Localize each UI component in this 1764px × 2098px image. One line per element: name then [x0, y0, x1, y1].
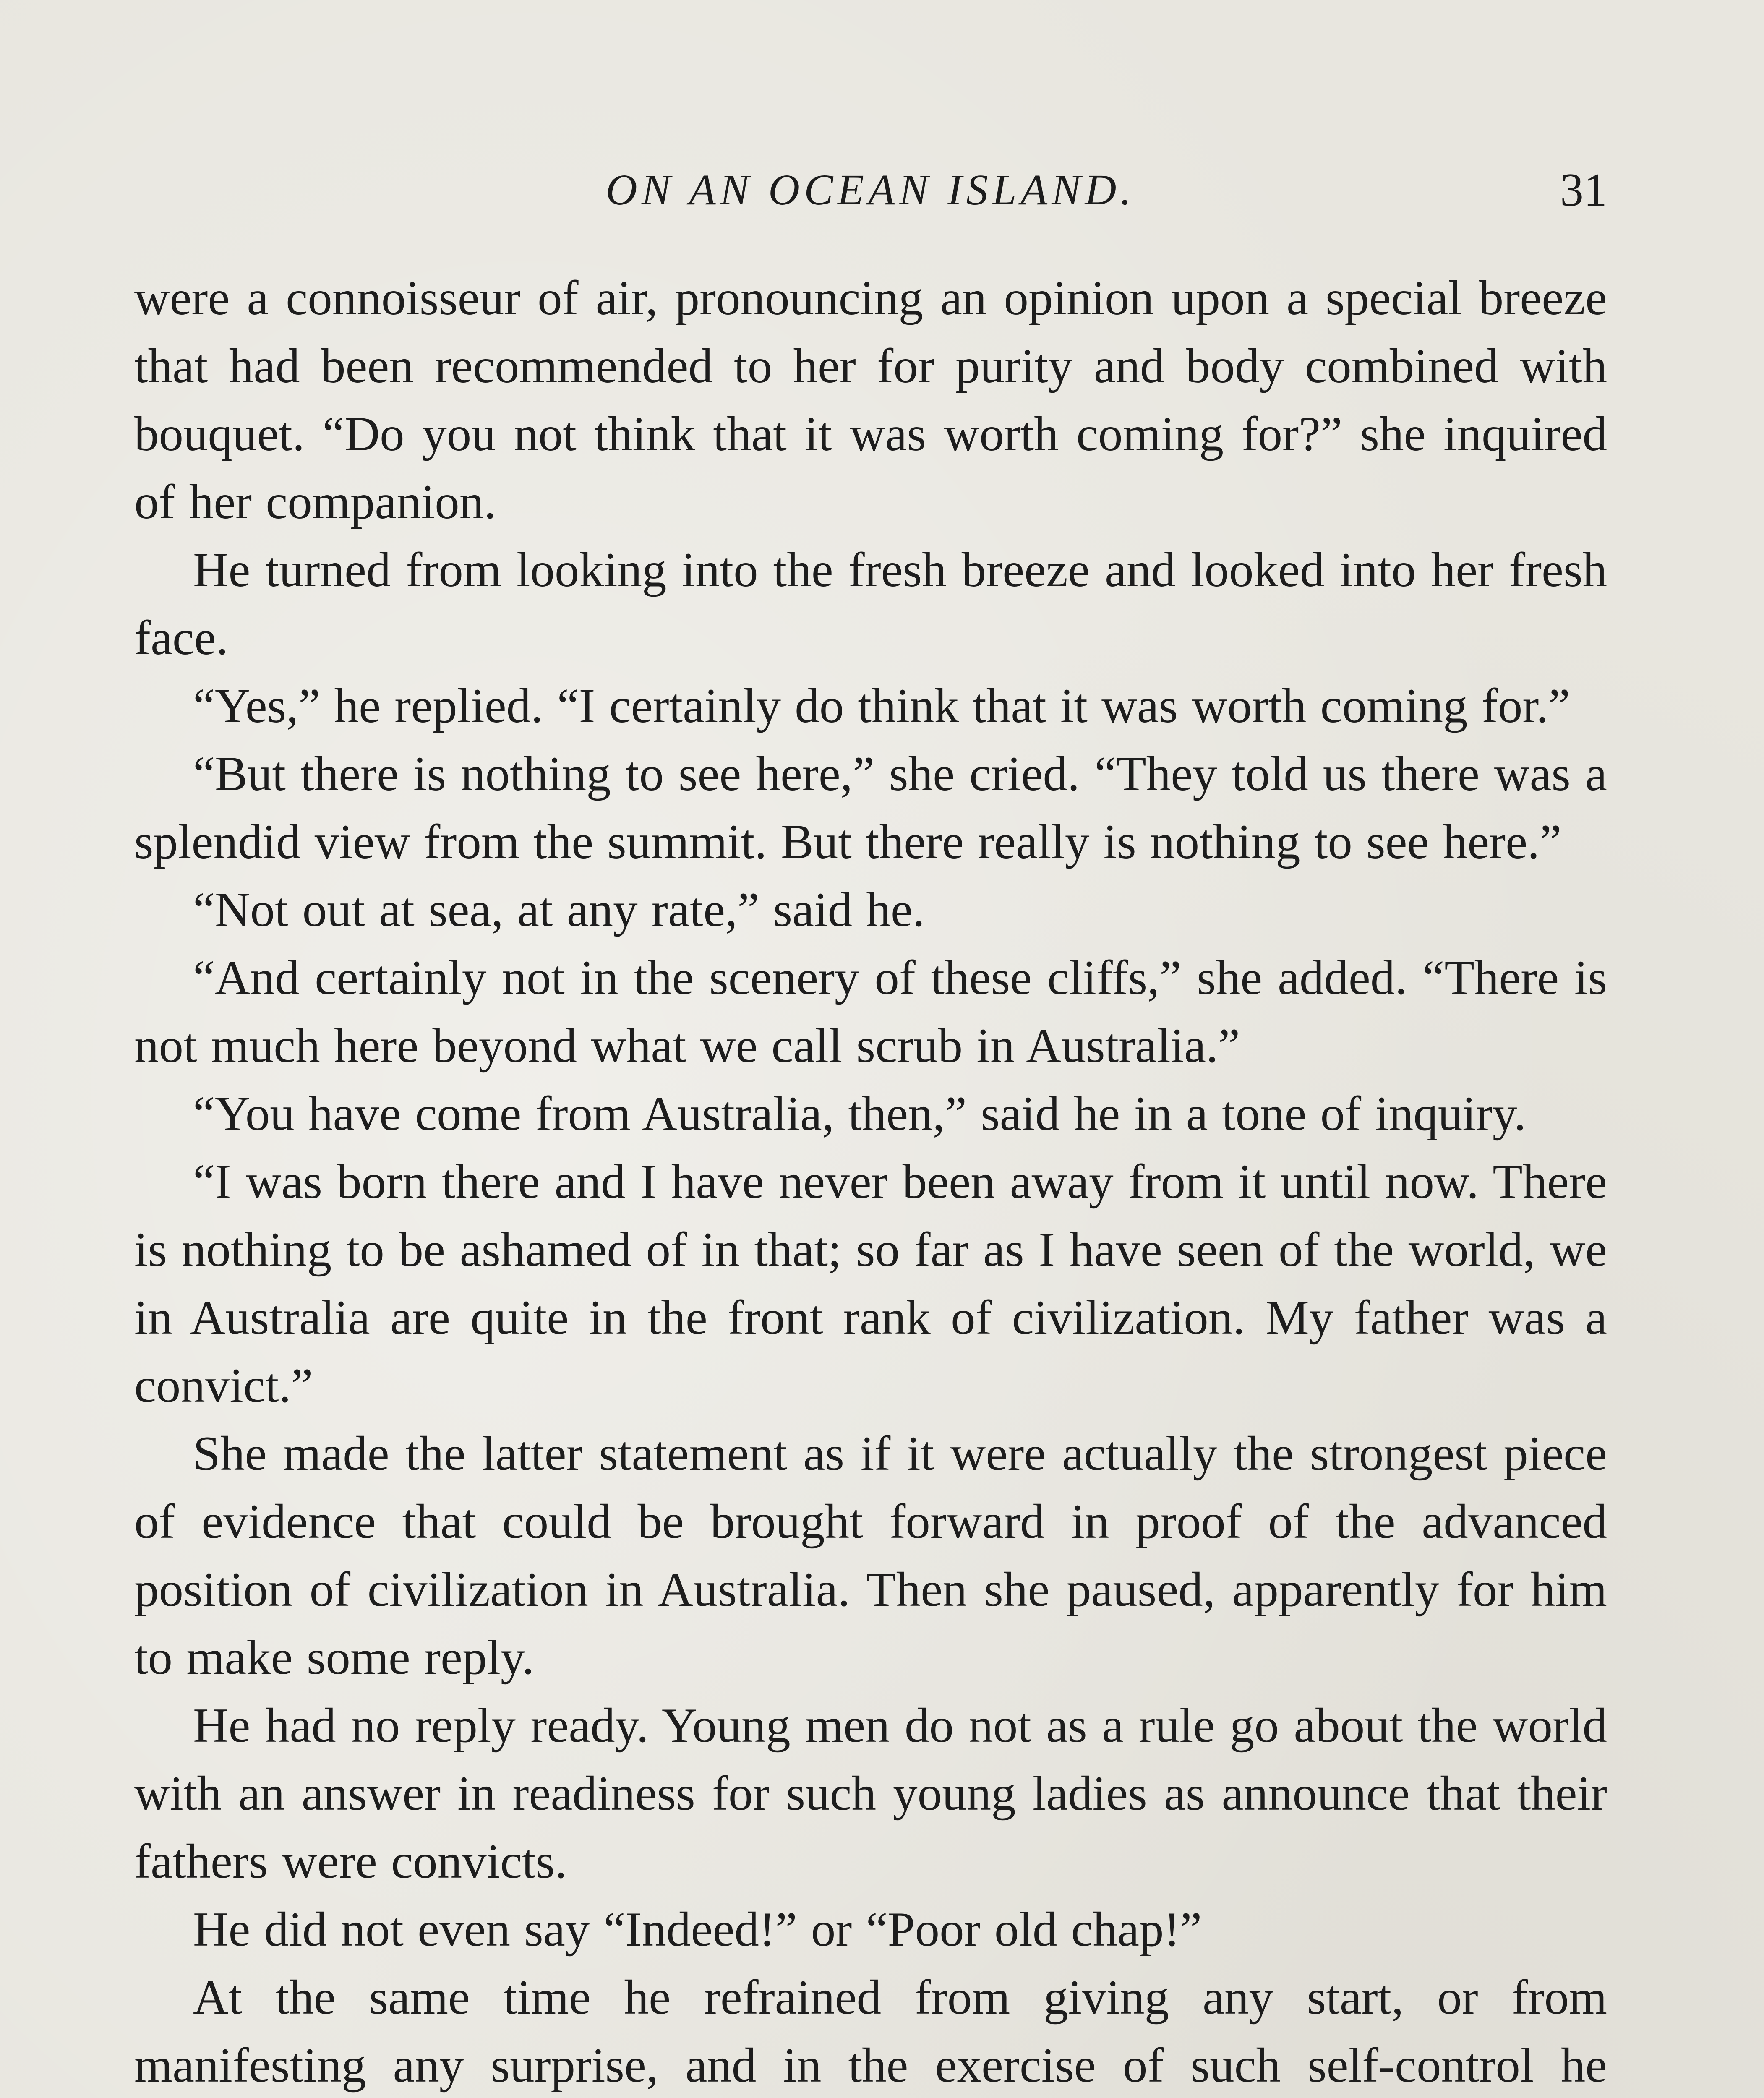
paragraph: “I was born there and I have never been away from it until now. There is nothing to be ashamed of in that; so far as I have seen of the world, we in Australia are quite in the front rank of civilization. My father was a convict.”	[134, 1155, 1607, 1413]
paragraph: “But there is nothing to see here,” she cried. “They told us there was a splendid view from the summit. But there really is nothing to see here.”	[134, 747, 1607, 869]
paragraph: “Not out at sea, at any rate,” said he.	[193, 883, 925, 937]
page-header	[134, 159, 1607, 222]
paragraph: were a connoisseur of air, pronouncing an opinion upon a special breeze that had been recommended to her for purity and body combined with bouquet. “Do you not think that it was worth coming for?” she inquired of her companion.	[134, 271, 1607, 529]
paragraph: “And certainly not in the scenery of these cliffs,” she added. “There is not much here beyond what we call scrub in Australia.”	[134, 951, 1607, 1073]
paragraph: He did not even say “Indeed!” or “Poor old chap!”	[193, 1902, 1202, 1957]
body-text	[134, 264, 1607, 2098]
paragraph: “You have come from Australia, then,” said he in a tone of inquiry.	[193, 1087, 1527, 1141]
paragraph: She made the latter statement as if it were actually the strongest piece of evidence that could be brought forward in proof of the advanced position of civilization in Australia. Then she paused, apparently for him to make some reply.	[134, 1427, 1607, 1685]
paragraph: “Yes,” he replied. “I certainly do think that it was worth coming for.”	[193, 679, 1571, 733]
page-number: 31	[1560, 164, 1607, 216]
running-title: ON AN OCEAN ISLAND.	[605, 166, 1136, 214]
paragraph: At the same time he refrained from giving any start, or from manifesting any surprise, and in the exercise of such self-control he	[134, 1970, 1607, 2093]
paragraph: He had no reply ready. Young men do not as a rule go about the world with an answer in readiness for such young ladies as announce that their fathers were convicts.	[134, 1699, 1607, 1889]
paragraph: He turned from looking into the fresh breeze and looked into her fresh face.	[134, 543, 1607, 665]
